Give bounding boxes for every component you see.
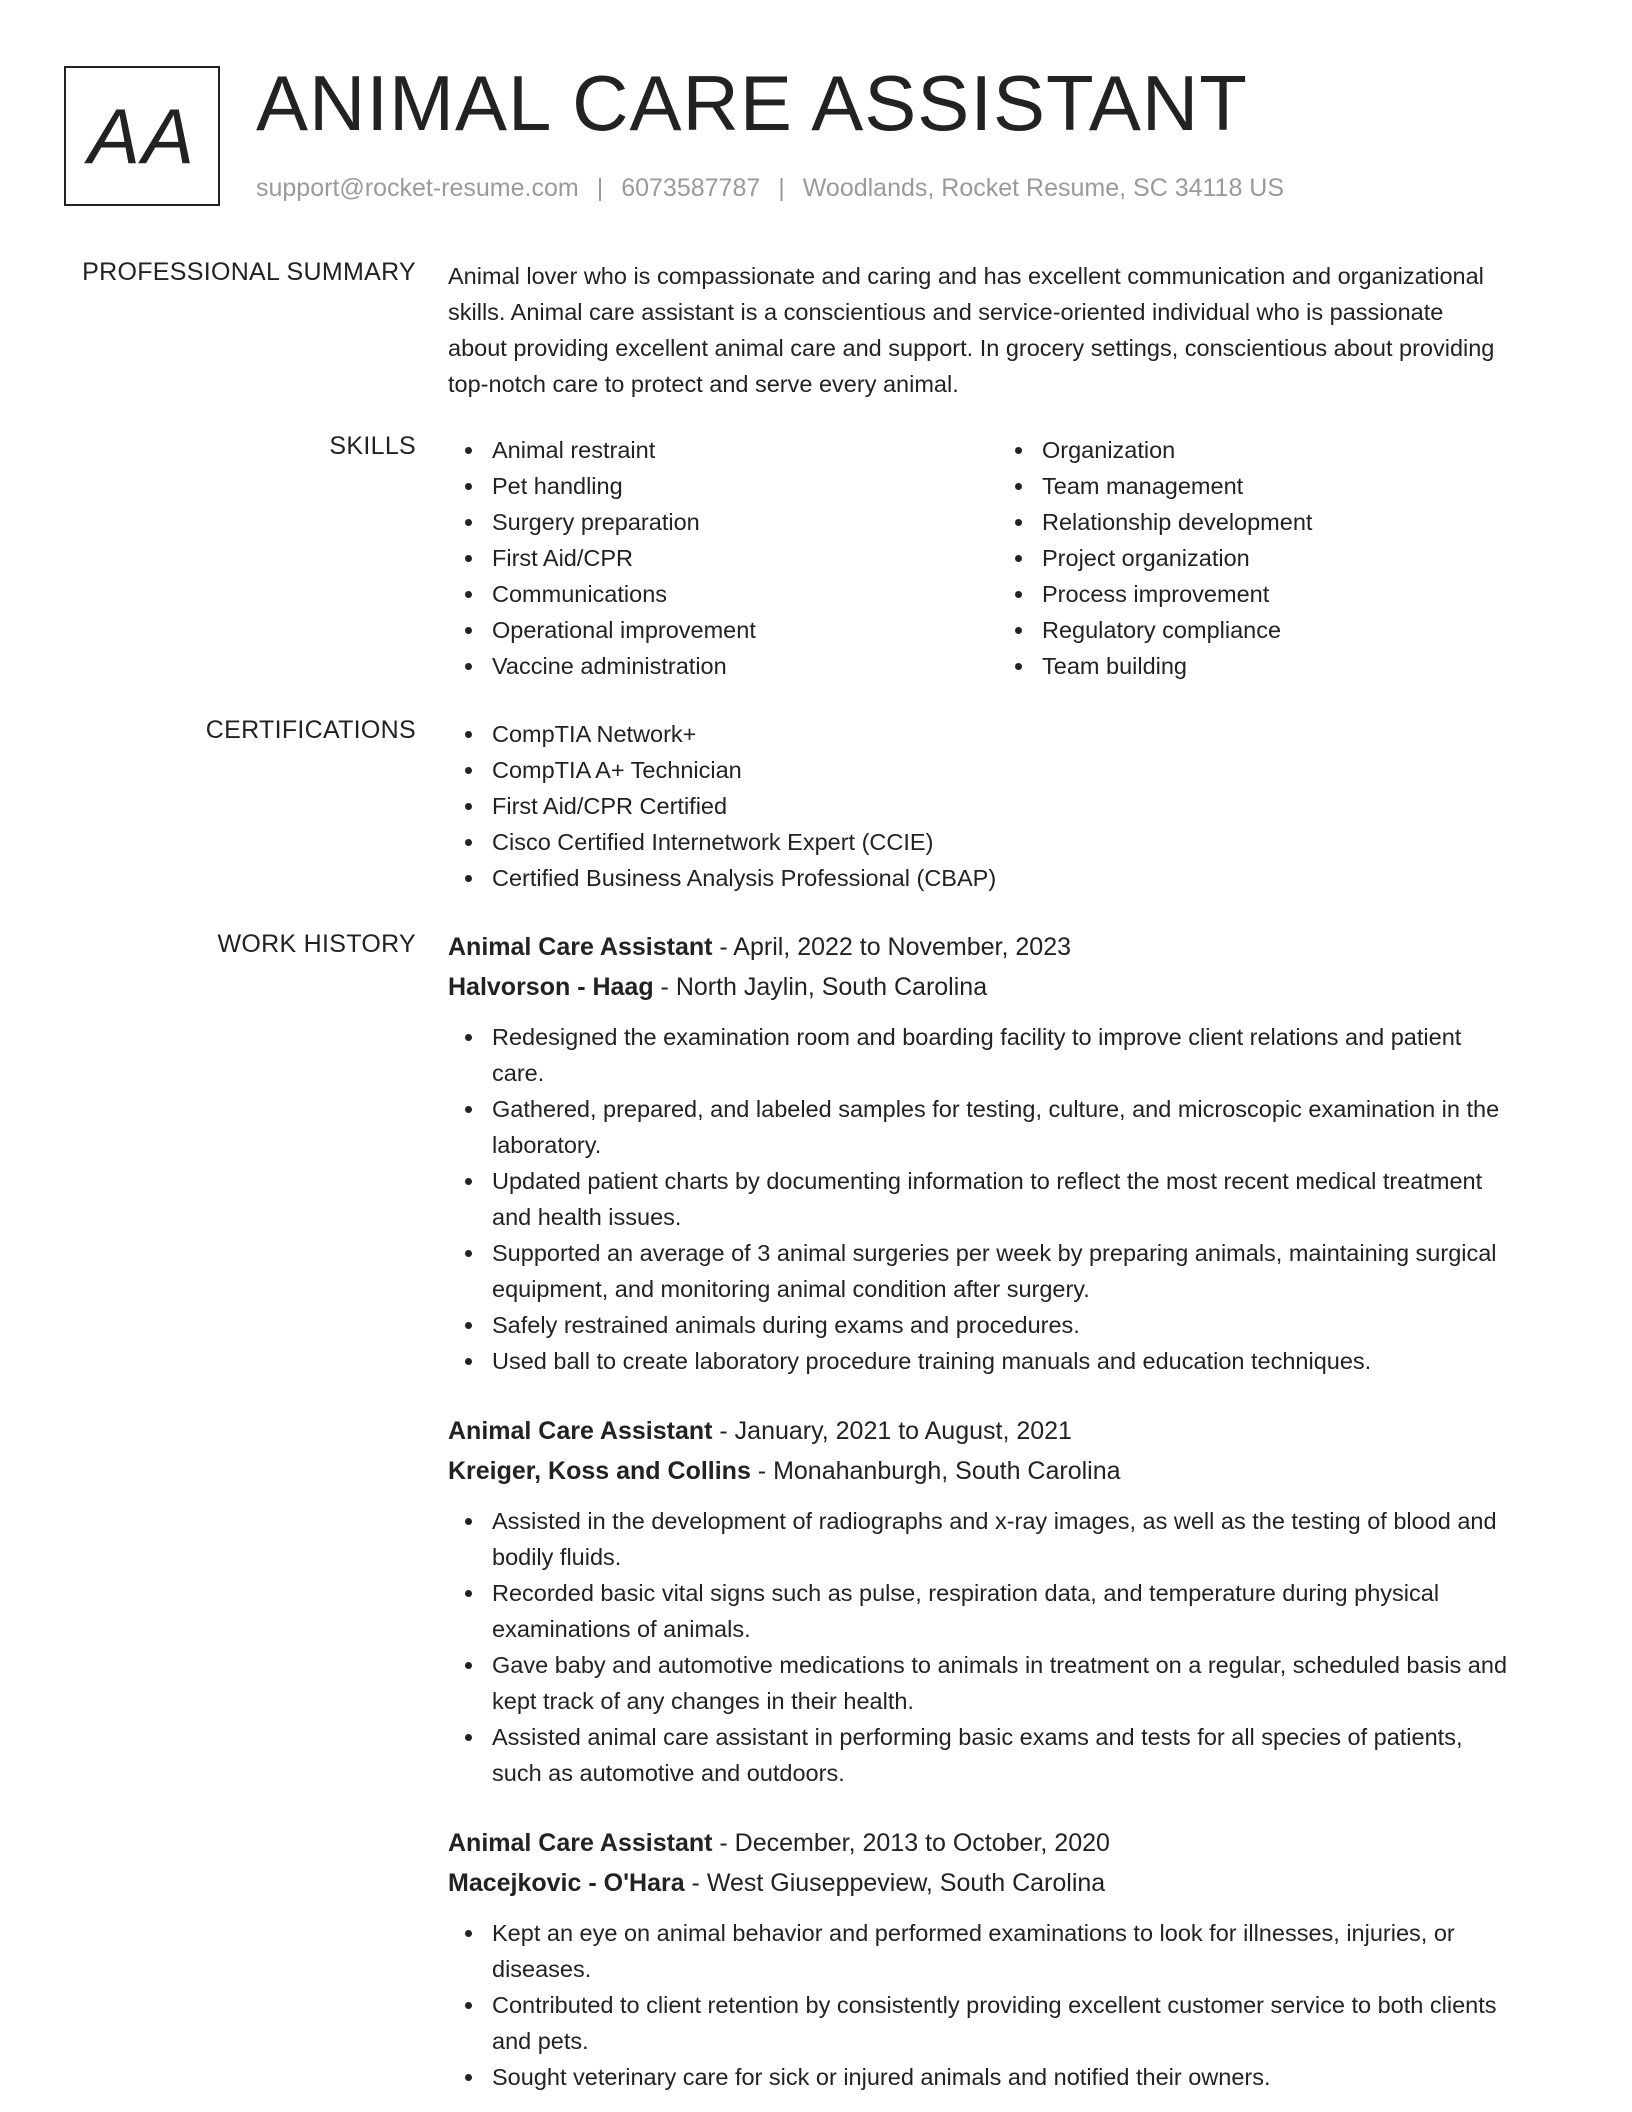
job-entry: [448, 927, 1568, 1379]
skills-list-right: [998, 432, 1312, 684]
job-company-line: [448, 967, 1568, 1007]
list-item: Organization: [998, 432, 1312, 468]
list-item: Sought veterinary care for sick or injured animals and notified their owners.: [448, 2059, 1568, 2095]
list-item: Kept an eye on animal behavior and performed examinations to look for illnesses, injuries, or diseases.: [448, 1915, 1568, 1987]
job-entry: [448, 1823, 1568, 2095]
list-item: Team building: [998, 648, 1312, 684]
section-label-certifications: CERTIFICATIONS: [205, 716, 416, 744]
list-item: Team management: [998, 468, 1312, 504]
list-item: Pet handling: [448, 468, 756, 504]
skills-list-left: [448, 432, 756, 684]
job-title: Animal Care Assistant: [448, 1829, 713, 1857]
list-item: Safely restrained animals during exams and procedures.: [448, 1307, 1568, 1343]
contact-separator: |: [778, 174, 785, 202]
page-title: ANIMAL CARE ASSISTANT: [256, 59, 1248, 147]
work-history-body: [448, 927, 1568, 2095]
job-bullets: [448, 1019, 1568, 1379]
summary-text: [448, 258, 1568, 402]
list-item: Operational improvement: [448, 612, 756, 648]
job-dates: - December, 2013 to October, 2020: [712, 1829, 1110, 1857]
summary-line: top-notch care to protect and serve every animal.: [448, 371, 959, 397]
job-location: - North Jaylin, South Carolina: [653, 973, 988, 1001]
job-company: Kreiger, Koss and Collins: [448, 1457, 751, 1485]
monogram-text: AA: [87, 91, 197, 180]
certifications-list: [448, 716, 1568, 896]
job-title: Animal Care Assistant: [448, 1417, 713, 1445]
list-item: CompTIA A+ Technician: [448, 752, 1568, 788]
list-item: Relationship development: [998, 504, 1312, 540]
monogram-logo: [64, 66, 220, 206]
job-title-line: [448, 1823, 1568, 1863]
job-company: Halvorson - Haag: [448, 973, 654, 1001]
list-item: Cisco Certified Internetwork Expert (CCIE): [448, 824, 1568, 860]
list-item: Gathered, prepared, and labeled samples for testing, culture, and microscopic examination in the laboratory.: [448, 1091, 1568, 1163]
list-item: Regulatory compliance: [998, 612, 1312, 648]
list-item: Contributed to client retention by consistently providing excellent customer service to both clients and pets.: [448, 1987, 1568, 2059]
resume-header: [64, 59, 1568, 214]
job-bullets: [448, 1915, 1568, 2095]
contact-email[interactable]: support@rocket-resume.com: [256, 174, 579, 202]
list-item: Supported an average of 3 animal surgeries per week by preparing animals, maintaining surgical equipment, and monitoring animal condition after surgery.: [448, 1235, 1568, 1307]
job-location: - Monahanburgh, South Carolina: [750, 1457, 1121, 1485]
summary-line: Animal lover who is compassionate and caring and has excellent communication and organizational: [448, 263, 1484, 289]
list-item: Gave baby and automotive medications to animals in treatment on a regular, scheduled basis and kept track of any changes in their health.: [448, 1647, 1568, 1719]
list-item: Certified Business Analysis Professional (CBAP): [448, 860, 1568, 896]
list-item: Surgery preparation: [448, 504, 756, 540]
list-item: Process improvement: [998, 576, 1312, 612]
list-item: Vaccine administration: [448, 648, 756, 684]
section-label-summary: PROFESSIONAL SUMMARY: [82, 258, 416, 286]
job-entry: [448, 1411, 1568, 1791]
list-item: Updated patient charts by documenting information to reflect the most recent medical treatment and health issues.: [448, 1163, 1568, 1235]
job-dates: - April, 2022 to November, 2023: [712, 933, 1071, 961]
job-dates: - January, 2021 to August, 2021: [712, 1417, 1072, 1445]
list-item: Recorded basic vital signs such as pulse, respiration data, and temperature during physical examinations of animals.: [448, 1575, 1568, 1647]
list-item: CompTIA Network+: [448, 716, 1568, 752]
list-item: Used ball to create laboratory procedure training manuals and education techniques.: [448, 1343, 1568, 1379]
list-item: Assisted in the development of radiographs and x-ray images, as well as the testing of blood and bodily fluids.: [448, 1503, 1568, 1575]
list-item: Redesigned the examination room and boarding facility to improve client relations and patient care.: [448, 1019, 1568, 1091]
list-item: Communications: [448, 576, 756, 612]
job-title: Animal Care Assistant: [448, 933, 713, 961]
list-item: First Aid/CPR Certified: [448, 788, 1568, 824]
summary-line: about providing excellent animal care and support. In grocery settings, conscientious about providing: [448, 335, 1495, 361]
list-item: Project organization: [998, 540, 1312, 576]
job-location: - West Giuseppeview, South Carolina: [684, 1869, 1106, 1897]
job-company-line: [448, 1451, 1568, 1491]
list-item: Animal restraint: [448, 432, 756, 468]
list-item: First Aid/CPR: [448, 540, 756, 576]
job-title-line: [448, 1411, 1568, 1451]
contact-line: [256, 174, 1284, 203]
job-title-line: [448, 927, 1568, 967]
job-company: Macejkovic - O'Hara: [448, 1869, 685, 1897]
job-company-line: [448, 1863, 1568, 1903]
section-label-work-history: WORK HISTORY: [217, 930, 416, 958]
list-item: Assisted animal care assistant in performing basic exams and tests for all species of patients, such as automotive and outdoors.: [448, 1719, 1568, 1791]
contact-separator: |: [596, 174, 604, 202]
certifications-body: [448, 716, 1568, 896]
section-label-skills: SKILLS: [329, 432, 416, 460]
summary-line: skills. Animal care assistant is a conscientious and service-oriented individual who is passionate: [448, 299, 1444, 325]
contact-phone[interactable]: 6073587787: [621, 174, 761, 202]
job-bullets: [448, 1503, 1568, 1791]
contact-address: Woodlands, Rocket Resume, SC 34118 US: [802, 174, 1285, 202]
